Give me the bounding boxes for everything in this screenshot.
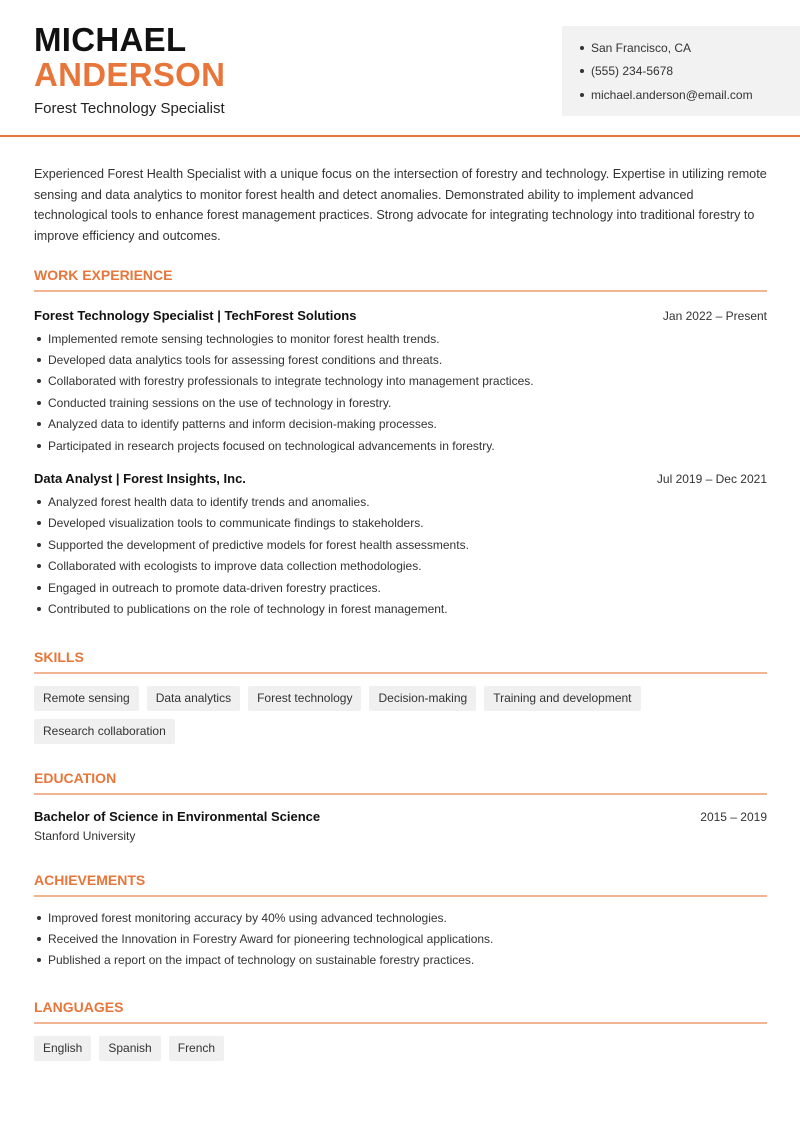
language-tag: Spanish xyxy=(99,1036,160,1061)
job-bullets xyxy=(34,491,767,619)
skill-tags xyxy=(34,686,767,744)
bullet-icon xyxy=(37,916,41,920)
list-item: Collaborated with ecologists to improve data collection methodologies. xyxy=(34,556,767,577)
skill-tag: Decision-making xyxy=(369,686,476,711)
section-title-languages: LANGUAGES xyxy=(34,998,767,1024)
bullet-icon xyxy=(37,564,41,568)
job-title: Forest Technology Specialist | TechForest Solutions xyxy=(34,308,357,323)
skill-tag: Data analytics xyxy=(147,686,240,711)
bullet-icon xyxy=(37,586,41,590)
bullet-icon xyxy=(37,521,41,525)
language-tag: English xyxy=(34,1036,91,1061)
list-item: Engaged in outreach to promote data-driven forestry practices. xyxy=(34,577,767,598)
job-entry xyxy=(34,465,767,619)
job-dates: Jan 2022 – Present xyxy=(662,309,767,323)
job-entry xyxy=(34,302,767,456)
list-item: Participated in research projects focused on technological advancements in forestry. xyxy=(34,435,767,456)
resume-header xyxy=(0,0,800,137)
section-title-achievements: ACHIEVEMENTS xyxy=(34,871,767,897)
bullet-icon xyxy=(37,422,41,426)
contact-email: michael.anderson@email.com xyxy=(580,83,800,107)
education-section xyxy=(34,769,767,843)
language-tag: French xyxy=(169,1036,224,1061)
achievement-list xyxy=(34,907,767,971)
summary-paragraph: Experienced Forest Health Specialist with a unique focus on the intersection of forestry and technology. Expertise in utilizing remote sensing and data analytics to monitor forest health and detect anomalies. Demonstrated ability to implement advanced technological tools to enhance forest management practices. Strong advocate for integrating technology into traditional forestry to improve efficiency and outcomes. xyxy=(34,167,767,243)
skill-tag: Remote sensing xyxy=(34,686,139,711)
list-item: Implemented remote sensing technologies to monitor forest health trends. xyxy=(34,328,767,349)
contact-phone: (555) 234-5678 xyxy=(580,60,800,84)
skills-section xyxy=(34,648,767,744)
list-item: Analyzed forest health data to identify trends and anomalies. xyxy=(34,491,767,512)
languages-section xyxy=(34,998,767,1061)
first-name: MICHAEL xyxy=(34,21,187,58)
last-name: ANDERSON xyxy=(34,56,226,93)
job-title: Data Analyst | Forest Insights, Inc. xyxy=(34,471,246,487)
list-item: Developed data analytics tools for assessing forest conditions and threats. xyxy=(34,349,767,370)
contact-box xyxy=(562,26,800,116)
job-dates: Jul 2019 – Dec 2021 xyxy=(656,472,767,487)
achievements-section xyxy=(34,871,767,971)
skill-tag: Forest technology xyxy=(248,686,361,711)
job-bullets xyxy=(34,328,767,456)
bullet-icon xyxy=(37,937,41,941)
bullet-icon xyxy=(37,358,41,362)
section-title-skills: SKILLS xyxy=(34,648,767,674)
school: Stanford University xyxy=(34,829,136,843)
education-years: 2015 – 2019 xyxy=(700,810,767,824)
bullet-icon xyxy=(580,46,584,50)
bullet-icon xyxy=(37,607,41,611)
bullet-icon xyxy=(37,379,41,383)
candidate-title: Forest Technology Specialist xyxy=(34,100,225,117)
list-item: Received the Innovation in Forestry Award for pioneering technological applications. xyxy=(34,928,767,949)
bullet-icon xyxy=(37,444,41,448)
list-item: Contributed to publications on the role of technology in forest management. xyxy=(34,598,767,619)
section-title-education: EDUCATION xyxy=(34,769,767,795)
list-item: Analyzed data to identify patterns and inform decision-making processes. xyxy=(34,414,767,435)
list-item: Developed visualization tools to communicate findings to stakeholders. xyxy=(34,513,767,534)
degree: Bachelor of Science in Environmental Science xyxy=(34,809,321,824)
contact-location: San Francisco, CA xyxy=(580,36,800,60)
bullet-icon xyxy=(37,401,41,405)
list-item: Supported the development of predictive models for forest health assessments. xyxy=(34,534,767,555)
bullet-icon xyxy=(37,958,41,962)
bullet-icon xyxy=(37,337,41,341)
skill-tag: Training and development xyxy=(484,686,640,711)
bullet-icon xyxy=(580,69,584,73)
skill-tag: Research collaboration xyxy=(34,719,175,744)
list-item: Collaborated with forestry professionals to integrate technology into management practices. xyxy=(34,371,767,392)
bullet-icon xyxy=(37,500,41,504)
section-title-work: WORK EXPERIENCE xyxy=(34,266,767,292)
list-item: Published a report on the impact of technology on sustainable forestry practices. xyxy=(34,950,767,971)
work-experience-section xyxy=(34,266,767,620)
bullet-icon xyxy=(580,93,584,97)
list-item: Improved forest monitoring accuracy by 40% using advanced technologies. xyxy=(34,907,767,928)
language-tags xyxy=(34,1036,767,1061)
bullet-icon xyxy=(37,543,41,547)
list-item: Conducted training sessions on the use of technology in forestry. xyxy=(34,392,767,413)
candidate-name xyxy=(34,22,225,92)
